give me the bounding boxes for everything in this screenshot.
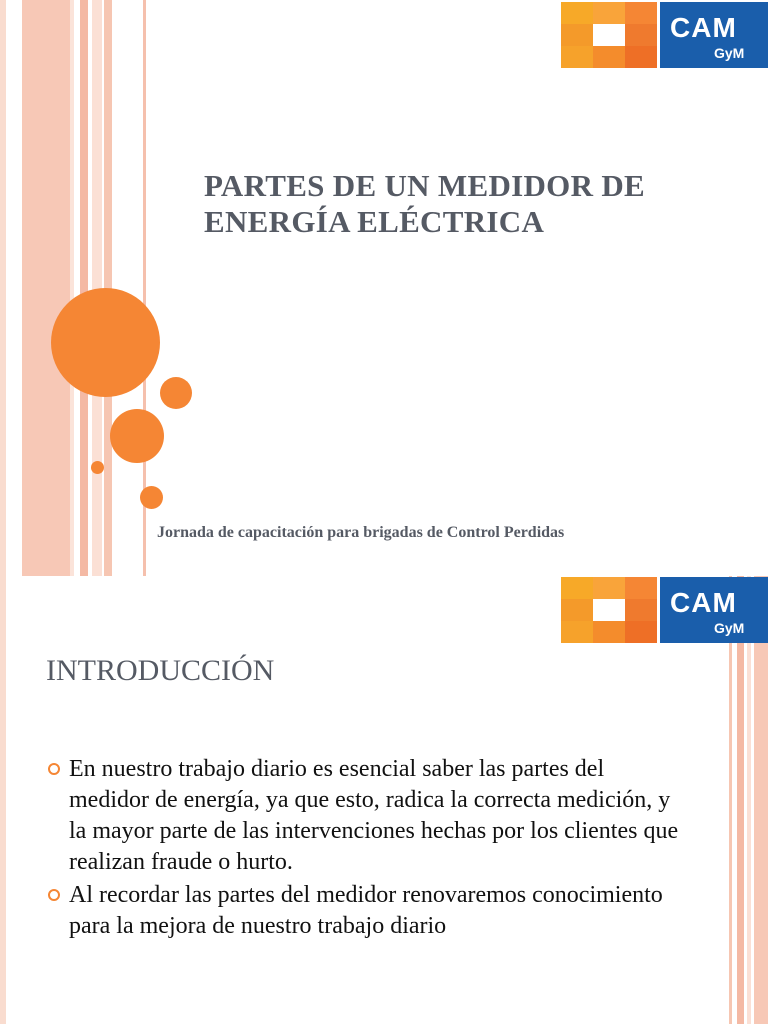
logo-orange-grid bbox=[561, 2, 657, 68]
ring-bullet-icon bbox=[48, 889, 60, 901]
bullet-text: En nuestro trabajo diario es esencial saber las partes del medidor de energía, ya que esto, radica la correcta medición, y la mayor parte de las intervenciones hechas por los clientes que realizan fraude o hurto. bbox=[69, 756, 679, 875]
logo-gym-text: GyM bbox=[714, 620, 745, 636]
cam-gym-logo bbox=[561, 577, 768, 643]
decorative-stripe bbox=[0, 0, 6, 576]
list-item bbox=[46, 880, 686, 942]
slide-title: INTRODUCCIÓN bbox=[46, 654, 275, 687]
bullet-text: Al recordar las partes del medidor renovaremos conocimiento para la mejora de nuestro trabajo diario bbox=[69, 882, 663, 939]
logo-blue-block bbox=[660, 2, 768, 68]
decorative-circle bbox=[91, 461, 104, 474]
decorative-stripe bbox=[737, 576, 744, 1024]
ring-bullet-icon bbox=[48, 763, 60, 775]
decorative-circle bbox=[110, 409, 164, 463]
slide-title: PARTES DE UN MEDIDOR DE ENERGÍA ELÉCTRICA bbox=[204, 168, 645, 239]
logo-cam-text: CAM bbox=[670, 12, 737, 43]
logo-cam-text: CAM bbox=[670, 587, 737, 618]
decorative-stripe bbox=[729, 576, 732, 1024]
decorative-circle bbox=[160, 377, 192, 409]
decorative-circle-large bbox=[51, 288, 160, 397]
list-item bbox=[46, 754, 686, 878]
decorative-stripe bbox=[80, 0, 88, 576]
decorative-stripe bbox=[0, 576, 6, 1024]
decorative-circle bbox=[140, 486, 163, 509]
decorative-stripe bbox=[747, 576, 751, 1024]
bullet-list bbox=[46, 754, 686, 944]
cam-gym-logo bbox=[561, 2, 768, 68]
introduction-slide bbox=[0, 576, 768, 1024]
decorative-stripe bbox=[70, 0, 74, 576]
logo-orange-grid bbox=[561, 577, 657, 643]
slide-subtitle: Jornada de capacitación para brigadas de Control Perdidas bbox=[157, 524, 565, 541]
decorative-stripe bbox=[754, 576, 768, 1024]
logo-gym-text: GyM bbox=[714, 45, 745, 61]
decorative-stripe bbox=[22, 0, 70, 576]
logo-blue-block bbox=[660, 577, 768, 643]
